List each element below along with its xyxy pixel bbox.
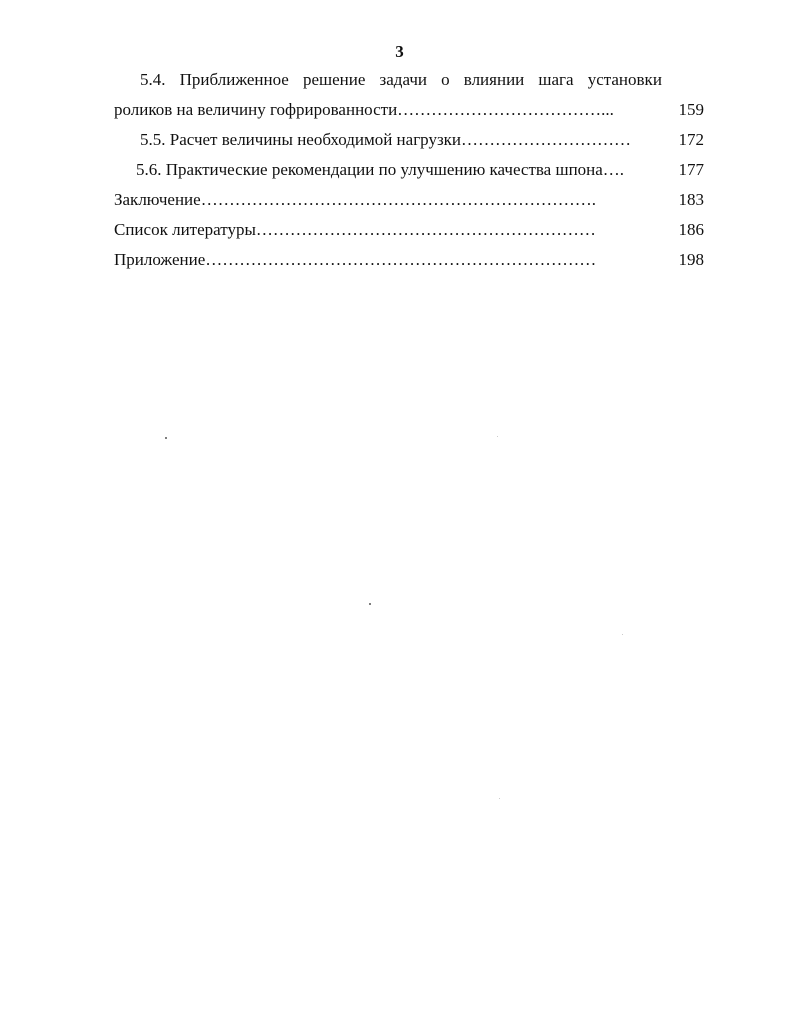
toc-page-ref: 177 — [678, 160, 704, 179]
toc-entry-5-4-line1 — [140, 70, 662, 90]
scan-speck — [165, 437, 167, 439]
toc-page-ref: 198 — [678, 250, 704, 269]
toc-word: Приближенное — [179, 70, 289, 89]
toc-word: решение — [302, 70, 366, 89]
toc-entry-conclusion: Заключение……………………………………………………………. — [114, 190, 596, 209]
toc-word: задачи — [379, 70, 427, 89]
toc-page-ref: 159 — [678, 100, 704, 119]
toc-word: установки — [587, 70, 662, 89]
scan-speck — [499, 798, 500, 799]
scan-speck — [369, 603, 371, 605]
toc-word: 5.4. — [140, 70, 166, 89]
toc-entry-appendix: Приложение…………………………………………………………… — [114, 250, 597, 269]
toc-page-ref: 183 — [678, 190, 704, 209]
toc-entry-5-6: 5.6. Практические рекомендации по улучшению качества шпона…. — [136, 160, 625, 179]
toc-page-ref: 172 — [678, 130, 704, 149]
scan-speck — [497, 436, 498, 437]
toc-entry-5-5: 5.5. Расчет величины необходимой нагрузки………………………… — [140, 130, 632, 149]
toc-word: влиянии — [463, 70, 525, 89]
scan-speck — [622, 634, 623, 635]
toc-entry-references: Список литературы…………………………………………………… — [114, 220, 596, 239]
page-number: 3 — [395, 42, 404, 61]
toc-word: о — [441, 70, 450, 89]
toc-word: шага — [538, 70, 574, 89]
toc-page-ref: 186 — [678, 220, 704, 239]
toc-entry-5-4-line2: роликов на величину гофрированности………………………………... — [114, 100, 614, 119]
